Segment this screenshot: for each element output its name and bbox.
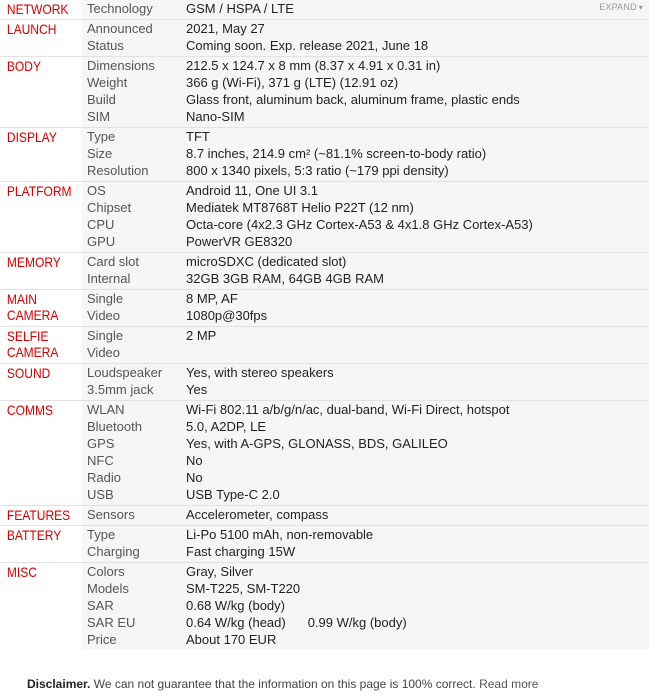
- spec-label[interactable]: Single: [87, 291, 124, 306]
- spec-group-network: [0, 0, 649, 19]
- spec-label[interactable]: USB: [87, 487, 114, 502]
- spec-value: [186, 327, 649, 344]
- chevron-down-icon: ▾: [638, 3, 643, 12]
- category-label: PLATFORM: [6, 183, 72, 199]
- spec-value: [186, 486, 649, 503]
- spec-value-text: Nano-SIM: [186, 109, 245, 124]
- spec-value-text: 32GB 3GB RAM, 64GB 4GB RAM: [186, 271, 384, 286]
- spec-label[interactable]: Build: [87, 92, 116, 107]
- spec-row-chipset: [82, 199, 649, 216]
- spec-value-text: 800 x 1340 pixels, 5:3 ratio (~179 ppi density): [186, 163, 449, 178]
- spec-value-text: Yes: [186, 382, 208, 397]
- spec-label[interactable]: Single: [87, 328, 124, 343]
- spec-value-text: Yes, with A-GPS, GLONASS, BDS, GALILEO: [186, 436, 448, 451]
- spec-row-gpu: [82, 233, 649, 250]
- spec-row-os: [82, 182, 649, 199]
- spec-value-text: Mediatek MT8768T Helio P22T (12 nm): [186, 200, 414, 215]
- spec-value: [186, 381, 649, 398]
- spec-value-text: Li-Po 5100 mAh, non-removable: [186, 527, 374, 542]
- spec-row-technology: [82, 0, 649, 17]
- spec-group-launch: [0, 19, 649, 56]
- spec-row-sim: [82, 108, 649, 125]
- spec-value-text: Yes, with stereo speakers: [186, 365, 334, 380]
- read-more-link[interactable]: Read more: [479, 677, 539, 691]
- spec-label[interactable]: WLAN: [87, 402, 125, 417]
- spec-group-platform: [0, 181, 649, 252]
- spec-value: [186, 290, 649, 307]
- spec-label[interactable]: Price: [87, 632, 117, 647]
- spec-label[interactable]: CPU: [87, 217, 115, 232]
- spec-row-single: [82, 327, 649, 344]
- spec-value-text: GSM / HSPA / LTE: [186, 1, 294, 16]
- category-label: COMMS: [6, 402, 54, 418]
- spec-value-text: 212.5 x 124.7 x 8 mm (8.37 x 4.91 x 0.31 in): [186, 58, 441, 73]
- spec-row-type: [82, 128, 649, 145]
- spec-label[interactable]: Colors: [87, 564, 125, 579]
- spec-row-internal: [82, 270, 649, 287]
- spec-value: [186, 307, 649, 324]
- category-label: MISC: [6, 564, 37, 580]
- spec-row-single: [82, 290, 649, 307]
- spec-label[interactable]: Charging: [87, 544, 140, 559]
- spec-value-text: 5.0, A2DP, LE: [186, 419, 266, 434]
- spec-label[interactable]: Radio: [87, 470, 121, 485]
- spec-group-sound: [0, 363, 649, 400]
- spec-label[interactable]: Type: [87, 527, 116, 542]
- expand-label: EXPAND: [599, 2, 637, 12]
- spec-value-text: Accelerometer, compass: [186, 507, 329, 522]
- category-label: MEMORY: [6, 254, 61, 270]
- spec-label[interactable]: Type: [87, 129, 116, 144]
- spec-label[interactable]: SIM: [87, 109, 111, 124]
- spec-value: [186, 216, 649, 233]
- spec-value: [186, 145, 649, 162]
- spec-value: [186, 435, 649, 452]
- spec-row-wlan: [82, 401, 649, 418]
- spec-value: [186, 364, 649, 381]
- category-label: DISPLAY: [6, 129, 57, 145]
- spec-value: [186, 253, 649, 270]
- spec-value-text: 2 MP: [186, 328, 217, 343]
- spec-group-features: [0, 505, 649, 525]
- spec-value: [186, 128, 649, 145]
- spec-label[interactable]: Size: [87, 146, 113, 161]
- spec-value-text: 366 g (Wi-Fi), 371 g (LTE) (12.91 oz): [186, 75, 399, 90]
- spec-value-text: 1080p@30fps: [186, 308, 268, 323]
- spec-value: [186, 57, 649, 74]
- spec-label[interactable]: Resolution: [87, 163, 149, 178]
- category-label: SOUND: [6, 365, 51, 381]
- spec-row-usb: [82, 486, 649, 503]
- spec-label[interactable]: Card slot: [87, 254, 140, 269]
- spec-label[interactable]: Weight: [87, 75, 128, 90]
- spec-value-text: Glass front, aluminum back, aluminum frame, plastic ends: [186, 92, 520, 107]
- spec-row-status: [82, 37, 649, 54]
- spec-row-build: [82, 91, 649, 108]
- spec-label[interactable]: Status: [87, 38, 124, 53]
- spec-value: [186, 108, 649, 125]
- spec-label[interactable]: Technology: [87, 1, 153, 16]
- spec-value: [186, 162, 649, 179]
- spec-label[interactable]: Loudspeaker: [87, 365, 163, 380]
- spec-value: [186, 74, 649, 91]
- spec-value: [186, 20, 649, 37]
- category-label: SELFIE CAMERA: [6, 328, 59, 360]
- spec-value-text: Coming soon. Exp. release 2021, June 18: [186, 38, 429, 53]
- spec-label[interactable]: Bluetooth: [87, 419, 142, 434]
- category-label: BATTERY: [6, 527, 62, 543]
- spec-value: [186, 199, 649, 216]
- spec-row-announced: [82, 20, 649, 37]
- spec-row-sar-eu: [82, 614, 649, 631]
- spec-value-text: Fast charging 15W: [186, 544, 296, 559]
- spec-label[interactable]: 3.5mm jack: [87, 382, 154, 397]
- spec-label[interactable]: Video: [87, 345, 121, 360]
- spec-value-text: 0.68 W/kg (body): [186, 598, 285, 613]
- spec-value: [186, 401, 649, 418]
- spec-row-nfc: [82, 452, 649, 469]
- category-label: MAIN CAMERA: [6, 291, 59, 323]
- spec-value: [186, 563, 649, 580]
- spec-value-text: 2021, May 27: [186, 21, 265, 36]
- spec-value-text: 0.64 W/kg (head): [186, 615, 286, 630]
- spec-value: [186, 631, 649, 648]
- spec-label[interactable]: OS: [87, 183, 106, 198]
- spec-group-comms: [0, 400, 649, 505]
- spec-value: [186, 580, 649, 597]
- spec-label[interactable]: Sensors: [87, 507, 135, 522]
- spec-row-price: [82, 631, 649, 648]
- category-label: LAUNCH: [6, 21, 57, 37]
- spec-group-battery: [0, 525, 649, 562]
- spec-label[interactable]: GPS: [87, 436, 115, 451]
- spec-value: [186, 233, 649, 250]
- spec-label[interactable]: Models: [87, 581, 129, 596]
- spec-label[interactable]: Chipset: [87, 200, 132, 215]
- spec-label[interactable]: Internal: [87, 271, 131, 286]
- spec-row-card-slot: [82, 253, 649, 270]
- spec-value: [186, 37, 649, 54]
- spec-row-sensors: [82, 506, 649, 523]
- spec-row-video: [82, 307, 649, 324]
- category-label: NETWORK: [6, 1, 69, 17]
- spec-row-video: [82, 344, 649, 361]
- spec-row-resolution: [82, 162, 649, 179]
- spec-label[interactable]: Dimensions: [87, 58, 155, 73]
- spec-label[interactable]: SAR: [87, 598, 114, 613]
- category-label: FEATURES: [6, 507, 71, 523]
- spec-row-gps: [82, 435, 649, 452]
- spec-value: [186, 91, 649, 108]
- expand-button[interactable]: [599, 2, 643, 12]
- spec-value-text: No: [186, 453, 203, 468]
- spec-group-misc: [0, 562, 649, 650]
- spec-group-selfie-camera: [0, 326, 649, 363]
- spec-value-text: About 170 EUR: [186, 632, 277, 647]
- spec-label[interactable]: GPU: [87, 234, 116, 249]
- spec-row-cpu: [82, 216, 649, 233]
- spec-value-text: Android 11, One UI 3.1: [186, 183, 319, 198]
- spec-row-size: [82, 145, 649, 162]
- disclaimer-text: We can not guarantee that the information on this page is 100% correct.: [93, 677, 476, 691]
- spec-row-bluetooth: [82, 418, 649, 435]
- spec-value: [186, 0, 649, 17]
- spec-value: [186, 506, 649, 523]
- spec-group-memory: [0, 252, 649, 289]
- category-label: BODY: [6, 58, 42, 74]
- spec-row-colors: [82, 563, 649, 580]
- spec-row-models: [82, 580, 649, 597]
- spec-value-text: Gray, Silver: [186, 564, 253, 579]
- spec-value: [186, 543, 649, 560]
- spec-label[interactable]: NFC: [87, 453, 114, 468]
- spec-label[interactable]: Announced: [87, 21, 153, 36]
- spec-value: [186, 344, 649, 361]
- spec-value-text: SM-T225, SM-T220: [186, 581, 301, 596]
- spec-row-radio: [82, 469, 649, 486]
- spec-value-text: No: [186, 470, 203, 485]
- spec-row-loudspeaker: [82, 364, 649, 381]
- spec-group-body: [0, 56, 649, 127]
- spec-row-charging: [82, 543, 649, 560]
- spec-value-text: Octa-core (4x2.3 GHz Cortex-A53 & 4x1.8 GHz Cortex-A53): [186, 217, 533, 232]
- spec-group-display: [0, 127, 649, 181]
- spec-value-text: USB Type-C 2.0: [186, 487, 280, 502]
- spec-value: [186, 452, 649, 469]
- disclaimer-title: Disclaimer.: [27, 677, 91, 691]
- spec-row-weight: [82, 74, 649, 91]
- spec-row-sar: [82, 597, 649, 614]
- spec-value: [186, 418, 649, 435]
- spec-value-text: TFT: [186, 129, 210, 144]
- spec-row-type: [82, 526, 649, 543]
- spec-value-text: Wi-Fi 802.11 a/b/g/n/ac, dual-band, Wi-Fi Direct, hotspot: [186, 402, 510, 417]
- spec-value-text: microSDXC (dedicated slot): [186, 254, 347, 269]
- spec-value: [186, 270, 649, 287]
- spec-label[interactable]: Video: [87, 308, 121, 323]
- spec-value-text: 8.7 inches, 214.9 cm² (~81.1% screen-to-body ratio): [186, 146, 487, 161]
- spec-label[interactable]: SAR EU: [87, 615, 136, 630]
- spec-value: [186, 597, 649, 614]
- spec-value: [186, 614, 649, 631]
- spec-value-text: PowerVR GE8320: [186, 234, 293, 249]
- spec-row-3-5mm-jack: [82, 381, 649, 398]
- spec-row-dimensions: [82, 57, 649, 74]
- spec-value: [186, 182, 649, 199]
- spec-value: [186, 469, 649, 486]
- spec-value: [186, 526, 649, 543]
- disclaimer: [27, 677, 538, 691]
- spec-value-text: 8 MP, AF: [186, 291, 238, 306]
- spec-value-text-2: 0.99 W/kg (body): [307, 615, 407, 630]
- spec-group-main-camera: [0, 289, 649, 326]
